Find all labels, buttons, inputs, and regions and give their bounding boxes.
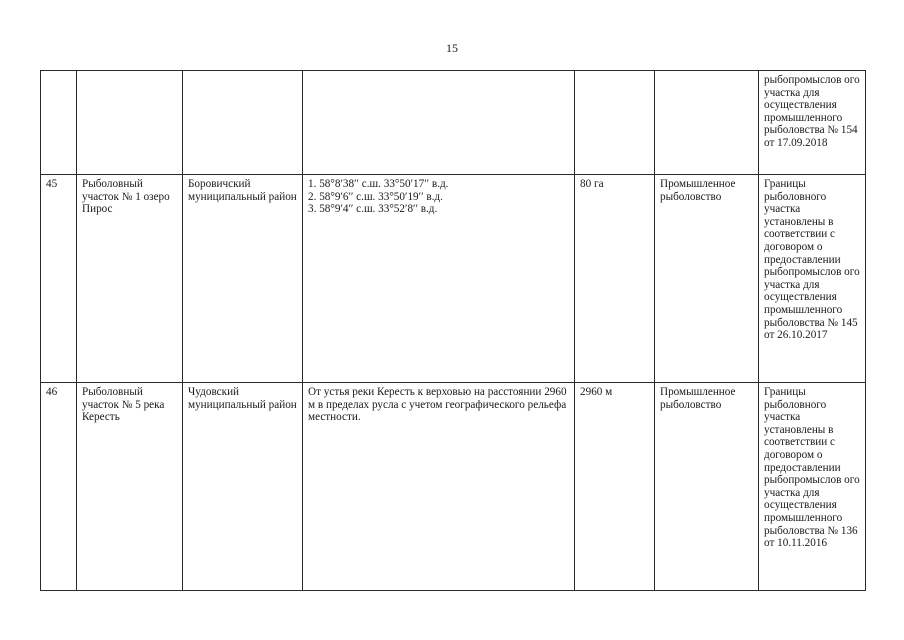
area-name-cell: Рыболовный участок № 5 река Кересть (77, 383, 183, 591)
row-number-cell (41, 71, 77, 175)
table-row (41, 175, 866, 383)
size-cell (575, 71, 655, 175)
row-number-cell: 46 (41, 383, 77, 591)
table-row (41, 383, 866, 591)
boundary-cell: рыбопромыслов ого участка для осуществления промышленного рыболовства № 154 от 17.09.2018 (759, 71, 866, 175)
purpose-cell: Промышленное рыболовство (655, 175, 759, 383)
page-number: 15 (446, 41, 458, 55)
area-name-cell: Рыболовный участок № 1 озеро Пирос (77, 175, 183, 383)
boundary-cell: Границы рыболовного участка установлены в соответствии с договором о предоставлении рыбопромыслов ого участка для осуществления промышленного рыболовства № 136 от 10.11.2016 (759, 383, 866, 591)
location-cell (303, 71, 575, 175)
purpose-cell (655, 71, 759, 175)
coordinates-cell (303, 175, 575, 383)
coordinate-point: 3. 58°9′4′′ с.ш. 33°52′8′′ в.д. (308, 203, 438, 216)
boundary-cell: Границы рыболовного участка установлены в соответствии с договором о предоставлении рыбопромыслов ого участка для осуществления промышленного рыболовства № 145 от 26.10.2017 (759, 175, 866, 383)
row-number-cell: 45 (41, 175, 77, 383)
purpose-cell: Промышленное рыболовство (655, 383, 759, 591)
district-cell (183, 71, 303, 175)
size-cell: 2960 м (575, 383, 655, 591)
table-row (41, 71, 866, 175)
district-cell: Боровичский муниципальный район (183, 175, 303, 383)
area-name-cell (77, 71, 183, 175)
coordinate-point: 2. 58°9′6′′ с.ш. 33°50′19′′ в.д. (308, 190, 443, 203)
coordinate-point: 1. 58°8′38′′ с.ш. 33°50′17′′ в.д. (308, 178, 449, 190)
size-cell: 80 га (575, 175, 655, 383)
fishing-areas-table (40, 70, 866, 591)
district-cell: Чудовский муниципальный район (183, 383, 303, 591)
location-cell: От устья реки Кересть к верховью на расстоянии 2960 м в пределах русла с учетом географического рельефа местности. (303, 383, 575, 591)
